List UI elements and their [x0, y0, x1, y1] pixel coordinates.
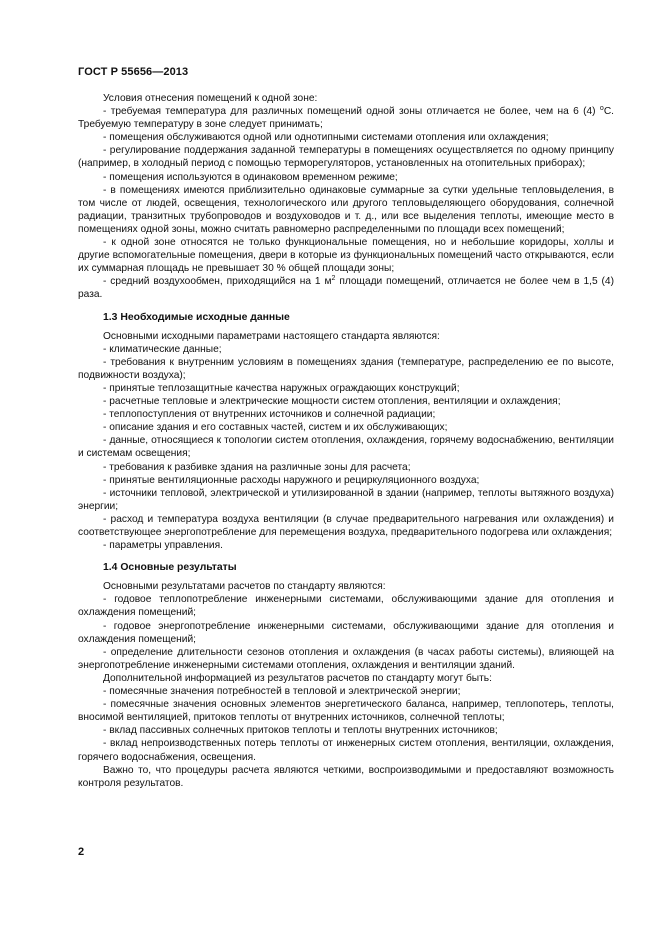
- temperature-text-pre: - требуемая температура для различных помещений одной зоны отличается не более, чем на 6 (4): [103, 106, 600, 118]
- airflow-text-pre: - средний воздухообмен, приходящийся на 1 м: [103, 276, 332, 288]
- section-1-4-additional-intro: Дополнительной информацией из результатов расчетов по стандарту могут быть:: [103, 672, 492, 684]
- temperature-text-post: С. Требуемую температуру в зоне следует принимать;: [78, 106, 614, 131]
- section-1-4-item: - годовое теплопотребление инженерными системами, обслуживающими здание для отопления и охлаждения помещений;: [78, 594, 614, 619]
- zones-item: - помещения обслуживаются одной или однотипными системами отопления или охлаждения;: [103, 132, 549, 144]
- section-1-3-item: - параметры управления.: [103, 540, 223, 552]
- section-1-3-item: - требования к разбивке здания на различные зоны для расчета;: [103, 461, 411, 473]
- section-1-3-intro: Основными исходными параметрами настоящего стандарта являются:: [103, 330, 440, 342]
- page-number: 2: [78, 846, 85, 858]
- section-1-3-item: - расход и температура воздуха вентиляции (в случае предварительного нагревания или охлаждения) и соответствующее энергопотребление для перемещения воздуха, предварительного подогрева или охлаждения;: [78, 513, 614, 538]
- zones-item: - помещения используются в одинаковом временном режиме;: [103, 171, 398, 183]
- zones-item: - регулирование поддержания заданной температуры в помещениях осуществляется по одному принципу (например, в холодный период с помощью терморегуляторов, установленных на отопительных приборах);: [78, 145, 614, 170]
- section-1-4-closing: Важно то, что процедуры расчета являются четкими, воспроизводимыми и предоставляют возможность контроля результатов.: [78, 764, 614, 789]
- section-1-3-item: - требования к внутренним условиям в помещениях здания (температуре, распределению ее по высоте, подвижности воздуха);: [78, 356, 614, 381]
- section-1-3-item: - принятые теплозащитные качества наружных ограждающих конструкций;: [103, 382, 460, 394]
- section-1-4-additional-item: - вклад непроизводственных потерь теплоты от инженерных систем отопления, вентиляции, охлаждения, горячего водоснабжения, освещения.: [78, 738, 614, 763]
- section-1-4-additional-item: - вклад пассивных солнечных притоков теплоты и теплоты внутренних источников;: [103, 725, 498, 737]
- section-1-3-item: - источники тепловой, электрической и утилизированной в здании (например, теплоты вытяжного воздуха) энергии;: [78, 487, 614, 512]
- superscript-2: 2: [331, 275, 336, 283]
- section-heading-1-3: 1.3 Необходимые исходные данные: [103, 311, 290, 323]
- airflow-text-post: площади помещений, отличается не более чем в 1,5 (4) раза.: [78, 276, 614, 301]
- degree-symbol: o: [599, 105, 604, 113]
- zones-item: - в помещениях имеются приблизительно одинаковые суммарные за сутки удельные тепловыделения, в том числе от людей, освещения, технологического или другого тепловыделяющего оборудования, солнечной радиации, транзитных трубопроводов и воздуховодов и т. д., или все выделения теплоты, имеющие место в помещениях одной зоны, можно считать равномерно распределенными по площади всех помещений;: [78, 184, 614, 235]
- section-heading-1-4: 1.4 Основные результаты: [103, 562, 237, 574]
- zones-temperature-item: [78, 105, 614, 131]
- section-1-3-item: - теплопоступления от внутренних источников и солнечной радиации;: [103, 409, 436, 421]
- section-1-4-item: - определение длительности сезонов отопления и охлаждения (в часах работы системы), влияющей на энергопотребление инженерными системами отопления, охлаждения и вентиляции зданий.: [78, 646, 614, 671]
- section-1-3-item: - описание здания и его составных частей, систем и их обслуживающих;: [103, 422, 448, 434]
- zones-item: - к одной зоне относятся не только функциональные помещения, но и небольшие коридоры, холлы и другие вспомогательные помещения, двери в которые из функциональных помещений часто открываются, если их суммарная площадь не превышает 30 % общей площади зоны;: [78, 237, 614, 275]
- section-1-3-item: - данные, относящиеся к топологии систем отопления, охлаждения, горячему водоснабжению, вентиляции и системам освещения;: [78, 435, 614, 460]
- section-1-3-item: - климатические данные;: [103, 343, 222, 355]
- section-1-3-item: - принятые вентиляционные расходы наружного и рециркуляционного воздуха;: [103, 474, 480, 486]
- zones-intro: Условия отнесения помещений к одной зоне:: [103, 93, 318, 104]
- document-header: ГОСТ Р 55656—2013: [78, 66, 189, 78]
- section-1-4-item: - годовое энергопотребление инженерными системами, обслуживающими здание для отопления и охлаждения помещений;: [78, 620, 614, 645]
- zones-airflow-item: [78, 275, 614, 301]
- document-body: [78, 92, 614, 790]
- section-1-4-intro: Основными результатами расчетов по стандарту являются:: [103, 581, 386, 593]
- section-1-3-item: - расчетные тепловые и электрические мощности систем отопления, вентиляции и охлаждения;: [103, 396, 561, 408]
- section-1-4-additional-item: - помесячные значения потребностей в тепловой и электрической энергии;: [103, 686, 461, 698]
- section-1-4-additional-item: - помесячные значения основных элементов энергетического баланса, например, теплопотерь, теплоты, вносимой вентиляцией, притоков теплоты от внутренних источников, солнечной теплоты;: [78, 699, 614, 724]
